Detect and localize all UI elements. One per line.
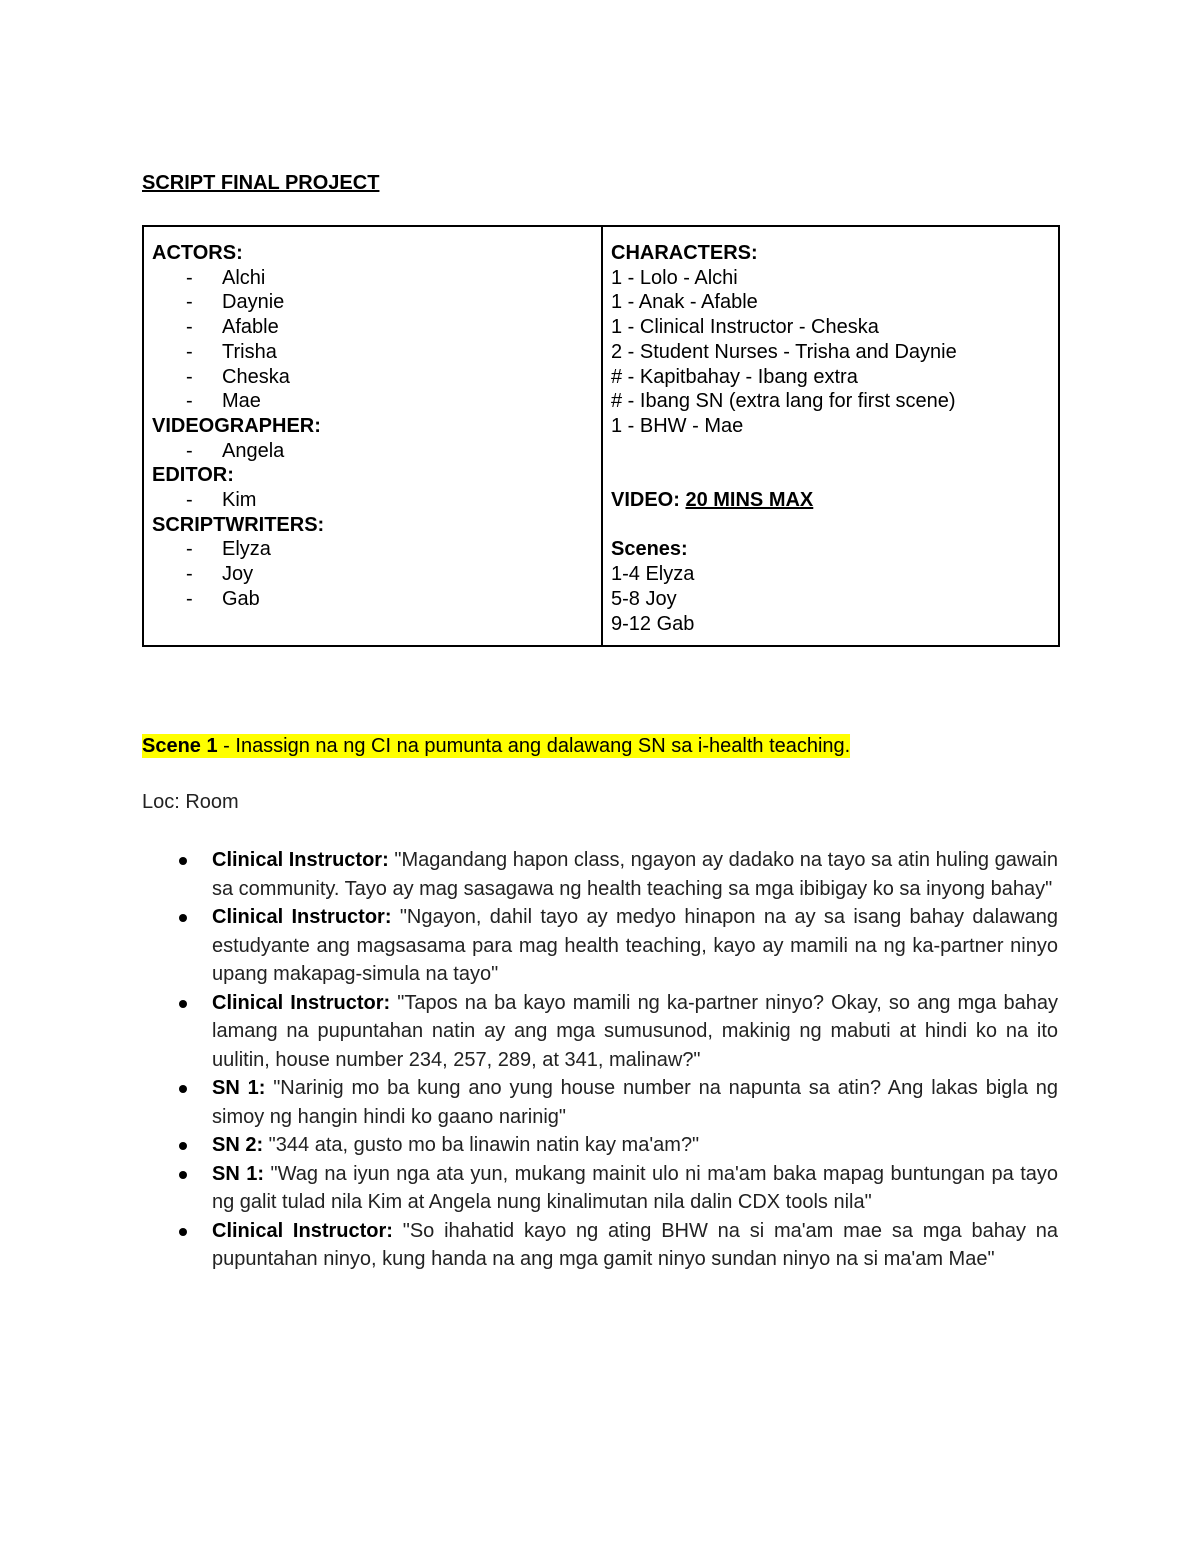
list-item [152, 365, 593, 390]
scene-location: Loc: Room [142, 791, 239, 813]
video-label: VIDEO: [611, 489, 680, 511]
spoken-line: "So ihahatid kayo ng ating BHW na si ma'am mae sa mga bahay na pupuntahan ninyo, kung handa na ang mga gamit ninyo sundan ninyo na si ma'am Mae" [212, 1219, 1058, 1270]
dash-marker: - [186, 489, 193, 512]
dash-marker: - [186, 563, 193, 586]
scene-description: - Inassign na ng CI na pumunta ang dalawang SN sa i-health teaching. [217, 735, 851, 757]
bullet-icon [179, 1142, 187, 1150]
list-item [152, 340, 593, 365]
spoken-line: "Ngayon, dahil tayo ay medyo hinapon na ay sa isang bahay dalawang estudyante ang magsasama para mag health teaching, kayo ay mamili na ng ka-partner ninyo upang makapag-simula na tayo" [212, 906, 1058, 985]
editor-heading: EDITOR: [152, 464, 234, 487]
list-item-label: Afable [222, 316, 279, 339]
list-item-label: Mae [222, 390, 261, 413]
dash-marker: - [186, 291, 193, 314]
characters-list [611, 266, 1050, 439]
speaker-name: Clinical Instructor: [212, 849, 389, 871]
list-item [152, 290, 593, 315]
scriptwriters-list [152, 537, 593, 611]
dash-marker: - [186, 538, 193, 561]
list-item-label: Gab [222, 587, 260, 610]
video-length-value: 20 MINS MAX [685, 489, 814, 511]
list-line: 1 - Clinical Instructor - Cheska [611, 316, 879, 339]
dialogue-line [142, 989, 1058, 1075]
crew-table [142, 225, 1060, 647]
list-item [152, 315, 593, 340]
speaker-name: SN 2: [212, 1134, 264, 1156]
dash-marker: - [186, 390, 193, 413]
bullet-icon [179, 1085, 187, 1093]
document-title: SCRIPT FINAL PROJECT [142, 172, 380, 194]
list-line: 5-8 Joy [611, 587, 677, 610]
list-line: 2 - Student Nurses - Trisha and Daynie [611, 340, 957, 363]
video-length-line [611, 488, 1050, 513]
list-item-label: Alchi [222, 266, 266, 289]
characters-column [603, 227, 1058, 645]
dialogue-line [142, 1160, 1058, 1217]
spoken-line: "Wag na iyun nga ata yun, mukang mainit ulo ni ma'am baka mapag buntungan pa tayo ng galit tulad nila Kim at Angela nung kinalimutan nila dalin CDX tools nila" [212, 1162, 1058, 1213]
list-item-label: Daynie [222, 291, 285, 314]
bullet-icon [179, 1228, 187, 1236]
speaker-name: SN 1: [212, 1162, 265, 1185]
list-item [152, 587, 593, 612]
videographer-list [152, 439, 593, 464]
scene-number: Scene 1 [142, 735, 218, 757]
list-line: 1 - Anak - Afable [611, 291, 758, 314]
dash-marker: - [186, 316, 193, 339]
list-line: # - Ibang SN (extra lang for first scene) [611, 390, 956, 413]
spoken-line: "344 ata, gusto mo ba linawin natin kay ma'am?" [263, 1134, 700, 1156]
list-line: 9-12 Gab [611, 612, 695, 635]
bullet-icon [179, 1171, 187, 1179]
speaker-name: Clinical Instructor: [212, 906, 392, 928]
actors-list [152, 266, 593, 414]
list-line: 1-4 Elyza [611, 563, 695, 586]
list-item-label: Kim [222, 489, 257, 512]
spoken-line: "Narinig mo ba kung ano yung house number na napunta sa atin? Ang lakas bigla ng simoy ng hangin hindi ko gaano narinig" [212, 1077, 1059, 1128]
dash-marker: - [186, 439, 193, 462]
list-line: 1 - BHW - Mae [611, 414, 744, 437]
list-item-label: Joy [222, 563, 254, 586]
dialogue-list [142, 846, 1058, 1274]
list-item [152, 488, 593, 513]
bullet-icon [179, 914, 187, 922]
dialogue-line [142, 846, 1058, 903]
crew-column [144, 227, 603, 645]
scene-title [142, 734, 850, 758]
list-item [152, 562, 593, 587]
dash-marker: - [186, 365, 193, 388]
actors-heading: ACTORS: [152, 242, 243, 264]
spacer [611, 513, 1050, 538]
dialogue-line [142, 1217, 1058, 1274]
list-item [152, 439, 593, 464]
list-item-label: Elyza [222, 538, 271, 561]
dash-marker: - [186, 587, 193, 610]
scenes-heading: Scenes: [611, 538, 688, 561]
list-item-label: Trisha [222, 340, 277, 363]
dialogue-line [142, 1074, 1058, 1131]
list-item-label: Angela [222, 439, 285, 462]
speaker-name: Clinical Instructor: [212, 1219, 393, 1242]
editor-list [152, 488, 593, 513]
scriptwriters-heading: SCRIPTWRITERS: [152, 513, 325, 536]
characters-heading: CHARACTERS: [611, 242, 758, 264]
spoken-line: "Magandang hapon class, ngayon ay dadako na tayo sa atin huling gawain sa community. Tayo ay mag sasagawa ng health teaching sa mga ibibigay ko sa inyong bahay" [212, 849, 1058, 900]
bullet-icon [179, 1000, 187, 1008]
scenes-list [611, 562, 1050, 636]
list-line: 1 - Lolo - Alchi [611, 266, 738, 289]
spacer [611, 439, 1050, 464]
bullet-icon [179, 857, 187, 865]
dash-marker: - [186, 266, 193, 289]
dialogue-line [142, 1131, 1058, 1160]
list-item-label: Cheska [222, 365, 290, 388]
spoken-line: "Tapos na ba kayo mamili ng ka-partner ninyo? Okay, so ang mga bahay lamang na pupuntahan natin ay ang mga sumusunod, makinig ng mabuti at hindi ko na ito uulitin, house number 234, 257, 289, at 341, malinaw?" [212, 991, 1058, 1071]
dash-marker: - [186, 340, 193, 363]
speaker-name: Clinical Instructor: [212, 991, 391, 1014]
speaker-name: SN 1: [212, 1077, 266, 1099]
spacer [611, 463, 1050, 488]
list-item [152, 266, 593, 291]
videographer-heading: VIDEOGRAPHER: [152, 414, 321, 437]
list-item [152, 537, 593, 562]
list-item [152, 389, 593, 414]
dialogue-line [142, 903, 1058, 989]
list-line: # - Kapitbahay - Ibang extra [611, 365, 858, 388]
